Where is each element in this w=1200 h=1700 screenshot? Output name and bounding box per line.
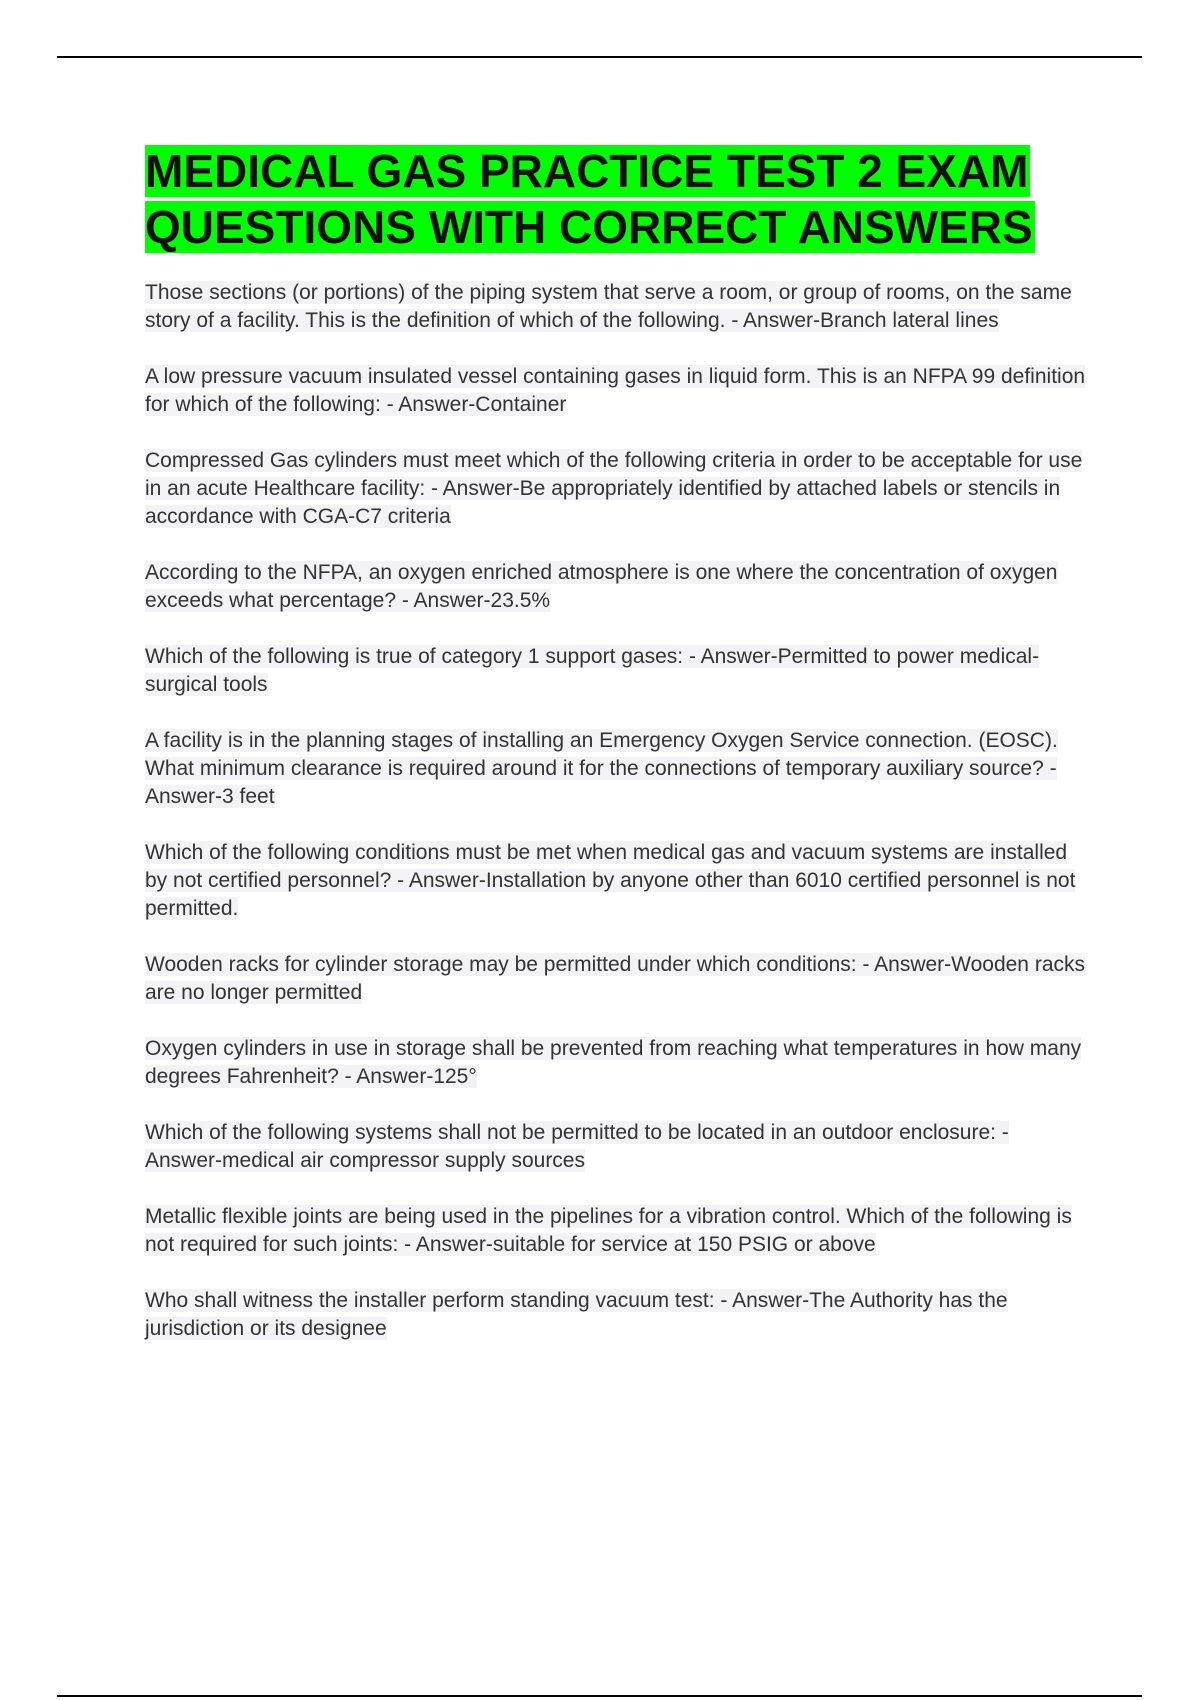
top-rule bbox=[57, 56, 1142, 58]
qa-item-1-text: Those sections (or portions) of the piping system that serve a room, or group of rooms, on the same story of a facility. This is the definition of which of the following. - Answer-Branch lateral lines bbox=[145, 281, 1072, 332]
qa-item-9-text: Oxygen cylinders in use in storage shall be prevented from reaching what temperatures in how many degrees Fahrenheit? - Answer-125° bbox=[145, 1037, 1082, 1088]
qa-item-9 bbox=[145, 1035, 1090, 1091]
qa-item-4 bbox=[145, 559, 1090, 615]
qa-item-10-text: Which of the following systems shall not be permitted to be located in an outdoor enclosure: - Answer-medical air compressor supply sources bbox=[145, 1121, 1009, 1172]
qa-item-11-text: Metallic flexible joints are being used in the pipelines for a vibration control. Which of the following is not required for such joints: - Answer-suitable for service at 150 PSIG or above bbox=[145, 1205, 1072, 1256]
qa-item-2 bbox=[145, 363, 1090, 419]
qa-item-4-text: According to the NFPA, an oxygen enriched atmosphere is one where the concentration of oxygen exceeds what percentage? - Answer-23.5% bbox=[145, 561, 1058, 612]
document-title bbox=[145, 143, 1090, 255]
qa-item-3-text: Compressed Gas cylinders must meet which of the following criteria in order to be acceptable for use in an acute Healthcare facility: - Answer-Be appropriately identified by attached labels or stencils in accordance with CGA-C7 criteria bbox=[145, 449, 1083, 528]
qa-item-12-text: Who shall witness the installer perform standing vacuum test: - Answer-The Authority has the jurisdiction or its designee bbox=[145, 1289, 1008, 1340]
qa-item-5-text: Which of the following is true of category 1 support gases: - Answer-Permitted to power medical-surgical tools bbox=[145, 645, 1040, 696]
qa-item-3 bbox=[145, 447, 1090, 531]
qa-item-10 bbox=[145, 1119, 1090, 1175]
qa-item-6-text: A facility is in the planning stages of installing an Emergency Oxygen Service connection. (EOSC). What minimum clearance is required around it for the connections of temporary auxiliary source? - Answer-3 feet bbox=[145, 729, 1058, 808]
qa-item-2-text: A low pressure vacuum insulated vessel containing gases in liquid form. This is an NFPA 99 definition for which of the following: - Answer-Container bbox=[145, 365, 1086, 416]
qa-item-11 bbox=[145, 1203, 1090, 1259]
qa-item-8-text: Wooden racks for cylinder storage may be permitted under which conditions: - Answer-Wooden racks are no longer permitted bbox=[145, 953, 1085, 1004]
document-body bbox=[145, 143, 1090, 1371]
bottom-rule bbox=[57, 1695, 1142, 1697]
qa-item-1 bbox=[145, 279, 1090, 335]
qa-item-5 bbox=[145, 643, 1090, 699]
qa-item-8 bbox=[145, 951, 1090, 1007]
document-title-text: MEDICAL GAS PRACTICE TEST 2 EXAM QUESTIONS WITH CORRECT ANSWERS bbox=[145, 145, 1033, 253]
qa-item-7-text: Which of the following conditions must be met when medical gas and vacuum systems are installed by not certified personnel? - Answer-Installation by anyone other than 6010 certified personnel is not permitted. bbox=[145, 841, 1076, 920]
qa-item-6 bbox=[145, 727, 1090, 811]
qa-item-12 bbox=[145, 1287, 1090, 1343]
qa-item-7 bbox=[145, 839, 1090, 923]
